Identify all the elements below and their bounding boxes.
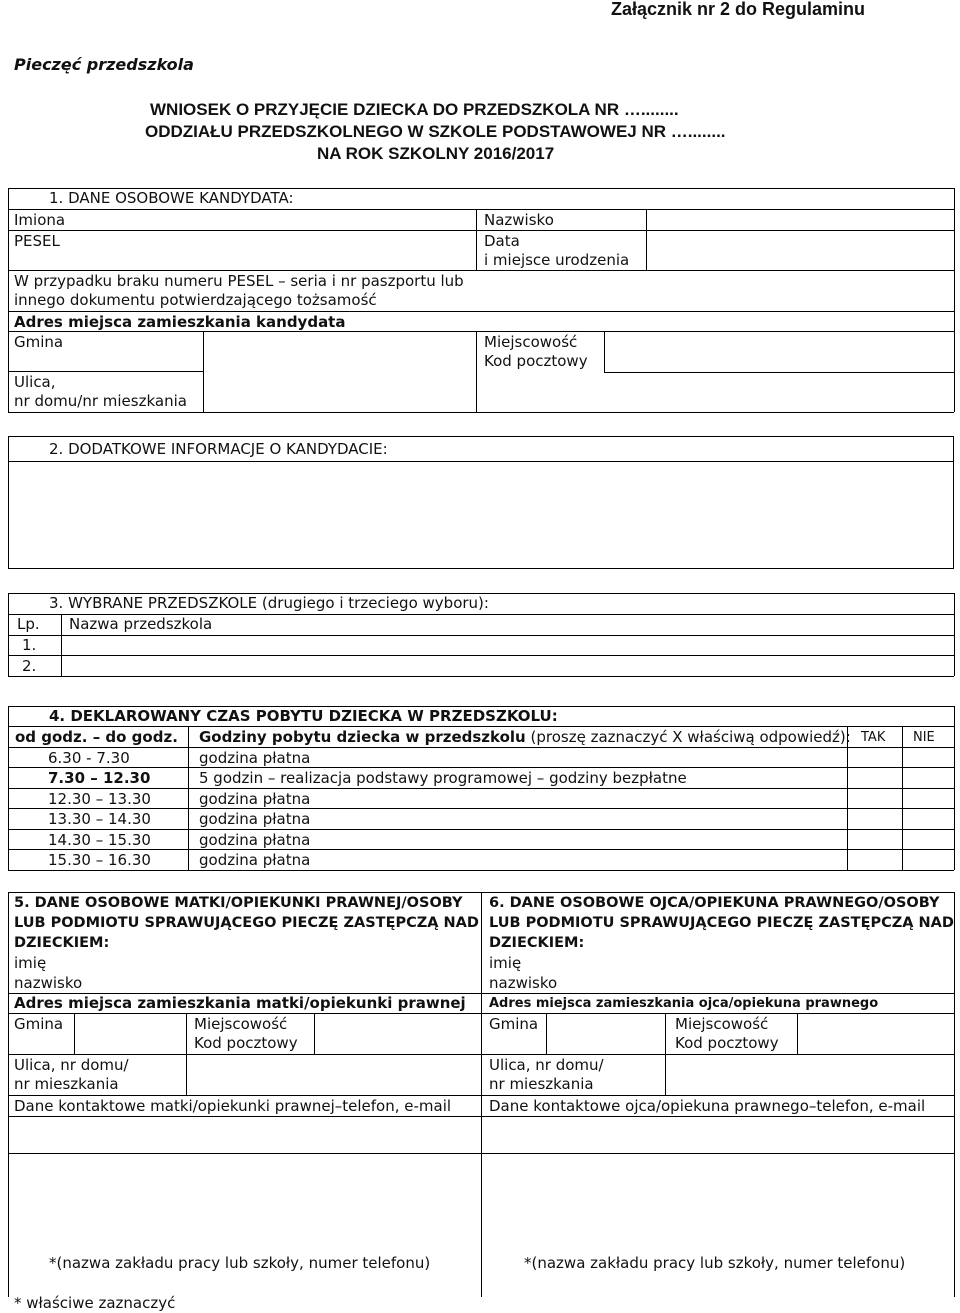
- stay-desc-header: [199, 728, 851, 747]
- desc-row-2: 5 godzin – realizacja podstawy programowej – godziny bezpłatne: [199, 769, 687, 787]
- section1-heading: 1. DANE OSOBOWE KANDYDATA:: [49, 189, 294, 207]
- mother-street-label: Ulica, nr domu/ nr mieszkania: [14, 1056, 129, 1093]
- lp-header: Lp.: [17, 615, 40, 633]
- pesel-label: PESEL: [14, 232, 60, 250]
- hours-row-1: 6.30 - 7.30: [48, 749, 130, 767]
- school-row-1-lp: 1.: [22, 636, 37, 654]
- form-title-line3: NA ROK SZKOLNY 2016/2017: [317, 144, 555, 163]
- nie-header: NIE: [913, 730, 935, 745]
- address-label: Adres miejsca zamieszkania kandydata: [14, 313, 346, 331]
- school-name-header: Nazwa przedszkola: [69, 615, 213, 633]
- desc-row-5: godzina płatna: [199, 831, 311, 849]
- father-address-label: Adres miejsca zamieszkania ojca/opiekuna prawnego: [489, 996, 879, 1011]
- attachment-label: Załącznik nr 2 do Regulaminu: [611, 0, 866, 19]
- mother-address-label: Adres miejsca zamieszkania matki/opiekunki prawnej: [14, 994, 466, 1012]
- mother-contact-label: Dane kontaktowe matki/opiekunki prawnej–telefon, e-mail: [14, 1097, 452, 1115]
- form-title-line1: WNIOSEK O PRZYJĘCIE DZIECKA DO PRZEDSZKOLA NR …........: [150, 100, 679, 119]
- father-gmina-label: Gmina: [489, 1015, 539, 1033]
- hours-row-5: 14.30 – 15.30: [48, 831, 151, 849]
- section5-heading: 5. DANE OSOBOWE MATKI/OPIEKUNKI PRAWNEJ/OSOBY LUB PODMIOTU SPRAWUJĄCEGO PIECZĘ ZASTĘPCZĄ NAD DZIECKIEM:: [14, 895, 479, 951]
- father-contact-label: Dane kontaktowe ojca/opiekuna prawnego–telefon, e-mail: [489, 1097, 926, 1115]
- hours-header: od godz. – do godz.: [15, 728, 178, 746]
- mother-town-postcode-label: Miejscowość Kod pocztowy: [194, 1015, 298, 1052]
- footer-note: * właściwe zaznaczyć: [14, 1294, 176, 1312]
- desc-row-3: godzina płatna: [199, 790, 311, 808]
- imiona-label: Imiona: [14, 211, 66, 229]
- town-postcode-label: Miejscowość Kod pocztowy: [484, 333, 588, 370]
- tak-header: TAK: [861, 730, 886, 745]
- section2-heading: 2. DODATKOWE INFORMACJE O KANDYDACIE:: [49, 440, 388, 458]
- desc-row-4: godzina płatna: [199, 810, 311, 828]
- street-label: Ulica, nr domu/nr mieszkania: [14, 373, 187, 410]
- stay-desc-header-bold: Godziny pobytu dziecka w przedszkolu: [199, 728, 526, 746]
- father-town-postcode-label: Miejscowość Kod pocztowy: [675, 1015, 779, 1052]
- hours-row-3: 12.30 – 13.30: [48, 790, 151, 808]
- gmina-label: Gmina: [14, 333, 64, 351]
- father-nazwisko-label: nazwisko: [489, 974, 558, 992]
- birth-date-place-label: Data i miejsce urodzenia: [484, 232, 630, 269]
- section4-heading: 4. DEKLAROWANY CZAS POBYTU DZIECKA W PRZEDSZKOLU:: [49, 707, 558, 725]
- mother-imie-label: imię: [14, 954, 47, 972]
- mother-footnote: *(nazwa zakładu pracy lub szkoły, numer telefonu): [49, 1254, 431, 1272]
- stamp-label: Pieczęć przedszkola: [14, 55, 194, 74]
- stay-desc-header-rest: (proszę zaznaczyć X właściwą odpowiedź):: [525, 728, 851, 746]
- father-footnote: *(nazwa zakładu pracy lub szkoły, numer telefonu): [524, 1254, 906, 1272]
- hours-row-4: 13.30 – 14.30: [48, 810, 151, 828]
- passport-label: W przypadku braku numeru PESEL – seria i nr paszportu lub innego dokumentu potwierdzającego tożsamość: [14, 272, 464, 309]
- nazwisko-label: Nazwisko: [484, 211, 554, 229]
- father-imie-label: imię: [489, 954, 522, 972]
- hours-row-6: 15.30 – 16.30: [48, 851, 151, 869]
- desc-row-1: godzina płatna: [199, 749, 311, 767]
- mother-gmina-label: Gmina: [14, 1015, 64, 1033]
- form-title-line2: ODDZIAŁU PRZEDSZKOLNEGO W SZKOLE PODSTAWOWEJ NR …........: [145, 122, 726, 141]
- mother-nazwisko-label: nazwisko: [14, 974, 83, 992]
- section6-heading: 6. DANE OSOBOWE OJCA/OPIEKUNA PRAWNEGO/OSOBY LUB PODMIOTU SPRAWUJĄCEGO PIECZĘ ZASTĘPCZĄ NAD DZIECKIEM:: [489, 895, 954, 951]
- desc-row-6: godzina płatna: [199, 851, 311, 869]
- father-street-label: Ulica, nr domu/ nr mieszkania: [489, 1056, 604, 1093]
- section3-heading: 3. WYBRANE PRZEDSZKOLE (drugiego i trzeciego wyboru):: [49, 594, 489, 612]
- school-row-2-lp: 2.: [22, 657, 37, 675]
- hours-row-2: 7.30 – 12.30: [48, 769, 151, 787]
